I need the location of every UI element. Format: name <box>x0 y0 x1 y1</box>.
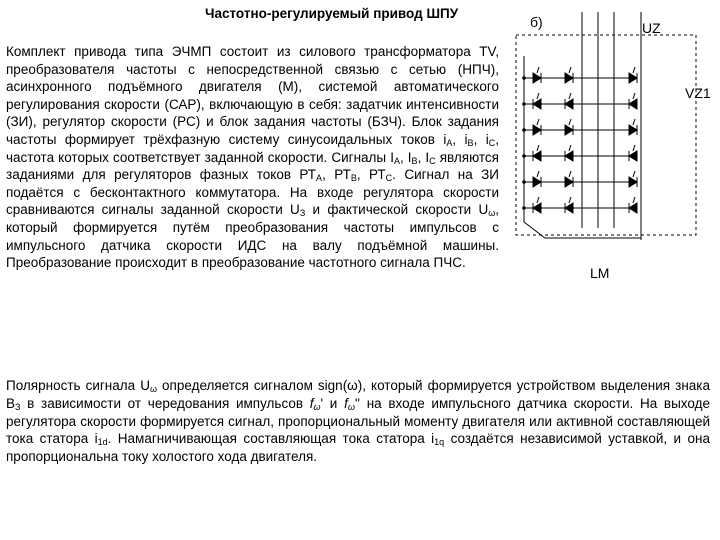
thyristor-icon <box>629 151 637 161</box>
text-segment: определяется сигналом sign(ω), который формируется устройством выделения знака B <box>6 378 710 411</box>
text-segment: Полярность сигнала U <box>6 378 150 393</box>
subscript: A <box>316 173 323 184</box>
subscript: C <box>429 155 436 166</box>
polarity-paragraph <box>6 377 710 466</box>
gate-lead <box>633 171 635 177</box>
text-segment: , i <box>452 131 468 147</box>
thyristor-row-6 <box>533 197 637 213</box>
converter-circuit-diagram <box>505 0 720 290</box>
text-segment: , РТ <box>356 167 386 183</box>
gate-lead <box>569 145 571 151</box>
gate-lead <box>633 93 635 99</box>
subscript: 1d <box>97 437 108 448</box>
subscript: C <box>488 137 496 148</box>
text-segment: . Сигнал на ЗИ подаётся с бесконтактного коммутатора. На входе регулятора скорости сравниваются сигналы заданной скорости U <box>6 167 499 218</box>
gate-lead <box>569 197 571 203</box>
thyristor-icon <box>565 99 573 109</box>
text-segment: являются заданиями для регуляторов фазных токов РТ <box>6 149 499 183</box>
text-segment: в зависимости от чередования импульсов <box>20 395 310 411</box>
label-b: б) <box>530 14 543 30</box>
thyristor-icon <box>629 125 637 135</box>
label-vz1: VZ1 <box>685 85 711 101</box>
italic-symbol: f <box>344 395 348 411</box>
gate-lead <box>537 67 539 73</box>
thyristor-icon <box>565 151 573 161</box>
subscript: ω <box>347 401 355 412</box>
italic-symbol: f <box>309 395 314 411</box>
junction-dot <box>522 206 526 210</box>
text-segment: '' на входе импульсного датчика скорости. На выходе регулятора скорости формируется сигнал, пропорциональный моменту двигателя или активной составляющей тока статора i <box>6 395 711 447</box>
gate-lead <box>537 93 539 99</box>
subscript: ω <box>488 208 496 219</box>
subscript: З <box>299 208 306 219</box>
thyristor-row-3 <box>533 119 637 135</box>
subscript: ω <box>149 384 157 394</box>
thyristor-icon <box>533 125 541 135</box>
thyristor-icon <box>629 99 637 109</box>
text-segment: , I <box>399 149 412 165</box>
thyristor-rows <box>533 67 637 213</box>
subscript: B <box>467 137 474 148</box>
thyristor-icon <box>565 177 573 187</box>
subscript: A <box>446 137 453 148</box>
label-lm: LM <box>590 265 610 281</box>
text-segment: Комплект привода типа ЭЧМП состоит из силового трансформатора TV, преобразователя частоты с непосредственной связью с сетью (НПЧ), асинхронного подъёмного двигателя (М), системой автоматического регулирования скорости (САР), включающую в себя: задатчик интенсивности (ЗИ), регулятор скорости (РС) и блок задания частоты (БЗЧ). Блок задания частоты формирует трёхфазную систему синусоидальных токов i <box>6 44 499 147</box>
thyristor-icon <box>533 151 541 161</box>
gate-lead <box>569 119 571 125</box>
gate-lead <box>633 67 635 73</box>
subscript: C <box>385 173 393 184</box>
thyristor-icon <box>565 73 573 83</box>
gate-lead <box>569 171 571 177</box>
text-segment: , I <box>417 149 430 165</box>
text-segment: , который формируется путём преобразования частоты импульсов с импульсного датчика скорости ИДС на валу подъёмной машины. Преобразование происходит в преобразование частотного сигнала ПЧС. <box>6 202 499 271</box>
uz-dashed-enclosure <box>516 35 696 235</box>
subscript: B <box>411 155 418 166</box>
thyristor-icon <box>533 73 541 83</box>
thyristor-icon <box>565 125 573 135</box>
gate-lead <box>633 145 635 151</box>
junction-dot <box>522 154 526 158</box>
junction-dot <box>522 128 526 132</box>
label-uz: UZ <box>642 20 661 36</box>
text-segment: создаётся независимой уставкой, и она пропорциональна току холостого хода двигателя. <box>6 431 710 465</box>
thyristor-icon <box>629 203 637 213</box>
subscript: A <box>393 155 400 166</box>
text-segment: , РТ <box>322 167 351 183</box>
gate-lead <box>537 119 539 125</box>
page-title: Частотно-регулируемый привод ШПУ <box>205 6 459 21</box>
text-segment: , i <box>473 131 489 147</box>
text-segment: ' и <box>320 395 345 411</box>
text-segment: и фактической скорости U <box>305 202 489 218</box>
subscript: B <box>350 173 357 184</box>
text-segment: , частота которых соответствует заданной скорости. Сигналы I <box>6 131 499 165</box>
gate-lead <box>537 145 539 151</box>
thyristor-icon <box>533 177 541 187</box>
gate-lead <box>569 93 571 99</box>
gate-lead <box>633 119 635 125</box>
thyristor-icon <box>533 203 541 213</box>
text-segment: . Намагничивающая составляющая тока статора i <box>107 431 435 447</box>
gate-lead <box>537 197 539 203</box>
subscript: ω <box>313 401 321 412</box>
intro-paragraph <box>6 43 499 272</box>
subscript: 1q <box>434 437 445 448</box>
junction-dot <box>522 76 526 80</box>
thyristor-icon <box>629 177 637 187</box>
gate-lead <box>569 67 571 73</box>
junction-dot <box>522 180 526 184</box>
thyristor-icon <box>629 73 637 83</box>
thyristor-row-1 <box>533 67 637 83</box>
thyristor-icon <box>565 203 573 213</box>
junction-dot <box>522 102 526 106</box>
thyristor-icon <box>533 99 541 109</box>
thyristor-row-2 <box>533 93 637 109</box>
thyristor-row-5 <box>533 171 637 187</box>
gate-lead <box>633 197 635 203</box>
thyristor-row-4 <box>533 145 637 161</box>
subscript: З <box>15 401 21 412</box>
gate-lead <box>537 171 539 177</box>
